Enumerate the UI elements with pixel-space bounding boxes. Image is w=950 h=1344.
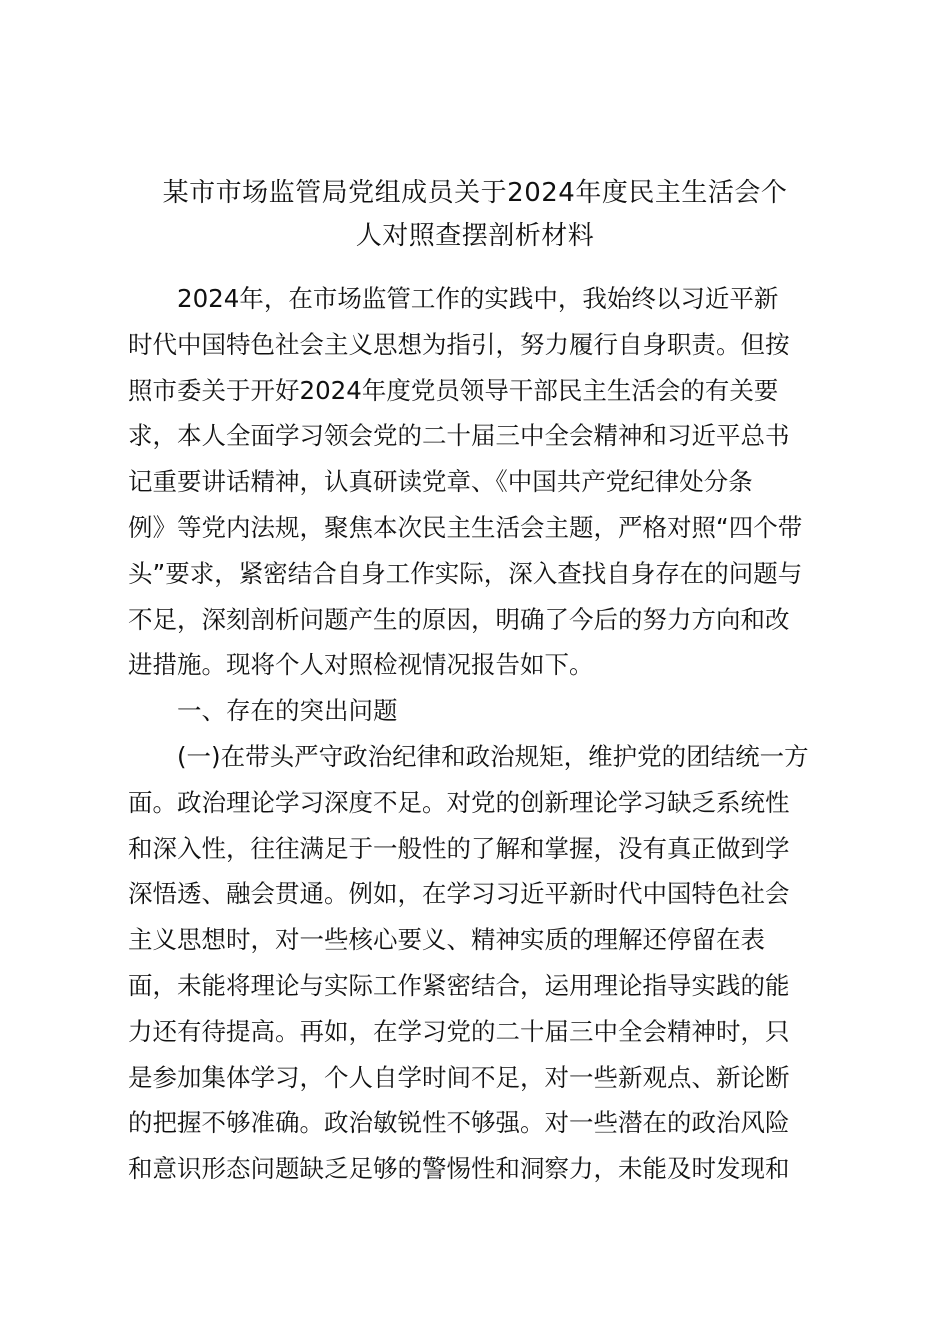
title-line-2: 人对照查摆剖析材料 <box>355 221 595 251</box>
paragraph-line: 面，未能将理论与实际工作紧密结合，运用理论指导实践的能 <box>128 970 790 1000</box>
paragraph-line: 力还有待提高。再如，在学习党的二十届三中全会精神时，只 <box>128 1016 790 1046</box>
title-line-1: 某市市场监管局党组成员关于2024年度民主生活会个 <box>162 178 788 208</box>
paragraph-line: 头”要求，紧密结合自身工作实际，深入查找自身存在的问题与 <box>128 558 803 588</box>
paragraph-line: 记重要讲话精神，认真研读党章、《中国共产党纪律处分条 <box>128 467 753 497</box>
paragraph-line: 进措施。现将个人对照检视情况报告如下。 <box>128 650 594 680</box>
paragraph-line: 是参加集体学习，个人自学时间不足，对一些新观点、新论断 <box>128 1062 790 1092</box>
paragraph-line: 和意识形态问题缺乏足够的警惕性和洞察力，未能及时发现和 <box>128 1154 790 1184</box>
paragraph-line: 和深入性，往往满足于一般性的了解和掌握，没有真正做到学 <box>128 833 790 863</box>
paragraph-line: 主义思想时，对一些核心要义、精神实质的理解还停留在表 <box>128 925 765 955</box>
paragraph-line: 面。政治理论学习深度不足。对党的创新理论学习缺乏系统性 <box>128 787 790 817</box>
document-body <box>128 276 828 1192</box>
document-title <box>110 172 840 258</box>
section-heading: 一、存在的突出问题 <box>177 696 398 726</box>
paragraph-line: 的把握不够准确。政治敏锐性不够强。对一些潜在的政治风险 <box>128 1108 790 1138</box>
paragraph-line: 照市委关于开好2024年度党员领导干部民主生活会的有关要 <box>128 375 779 405</box>
paragraph-line: 求，本人全面学习领会党的二十届三中全会精神和习近平总书 <box>128 421 790 451</box>
subsection-line: (一)在带头严守政治纪律和政治规矩，维护党的团结统一方 <box>177 741 809 771</box>
paragraph-line: 深悟透、融会贯通。例如，在学习习近平新时代中国特色社会 <box>128 879 790 909</box>
paragraph-line: 时代中国特色社会主义思想为指引，努力履行自身职责。但按 <box>128 329 790 359</box>
paragraph-line: 2024年，在市场监管工作的实践中，我始终以习近平新 <box>177 284 779 313</box>
paragraph-line: 例》等党内法规，聚焦本次民主生活会主题，严格对照“四个带 <box>128 512 803 542</box>
paragraph-line: 不足，深刻剖析问题产生的原因，明确了今后的努力方向和改 <box>128 604 790 634</box>
